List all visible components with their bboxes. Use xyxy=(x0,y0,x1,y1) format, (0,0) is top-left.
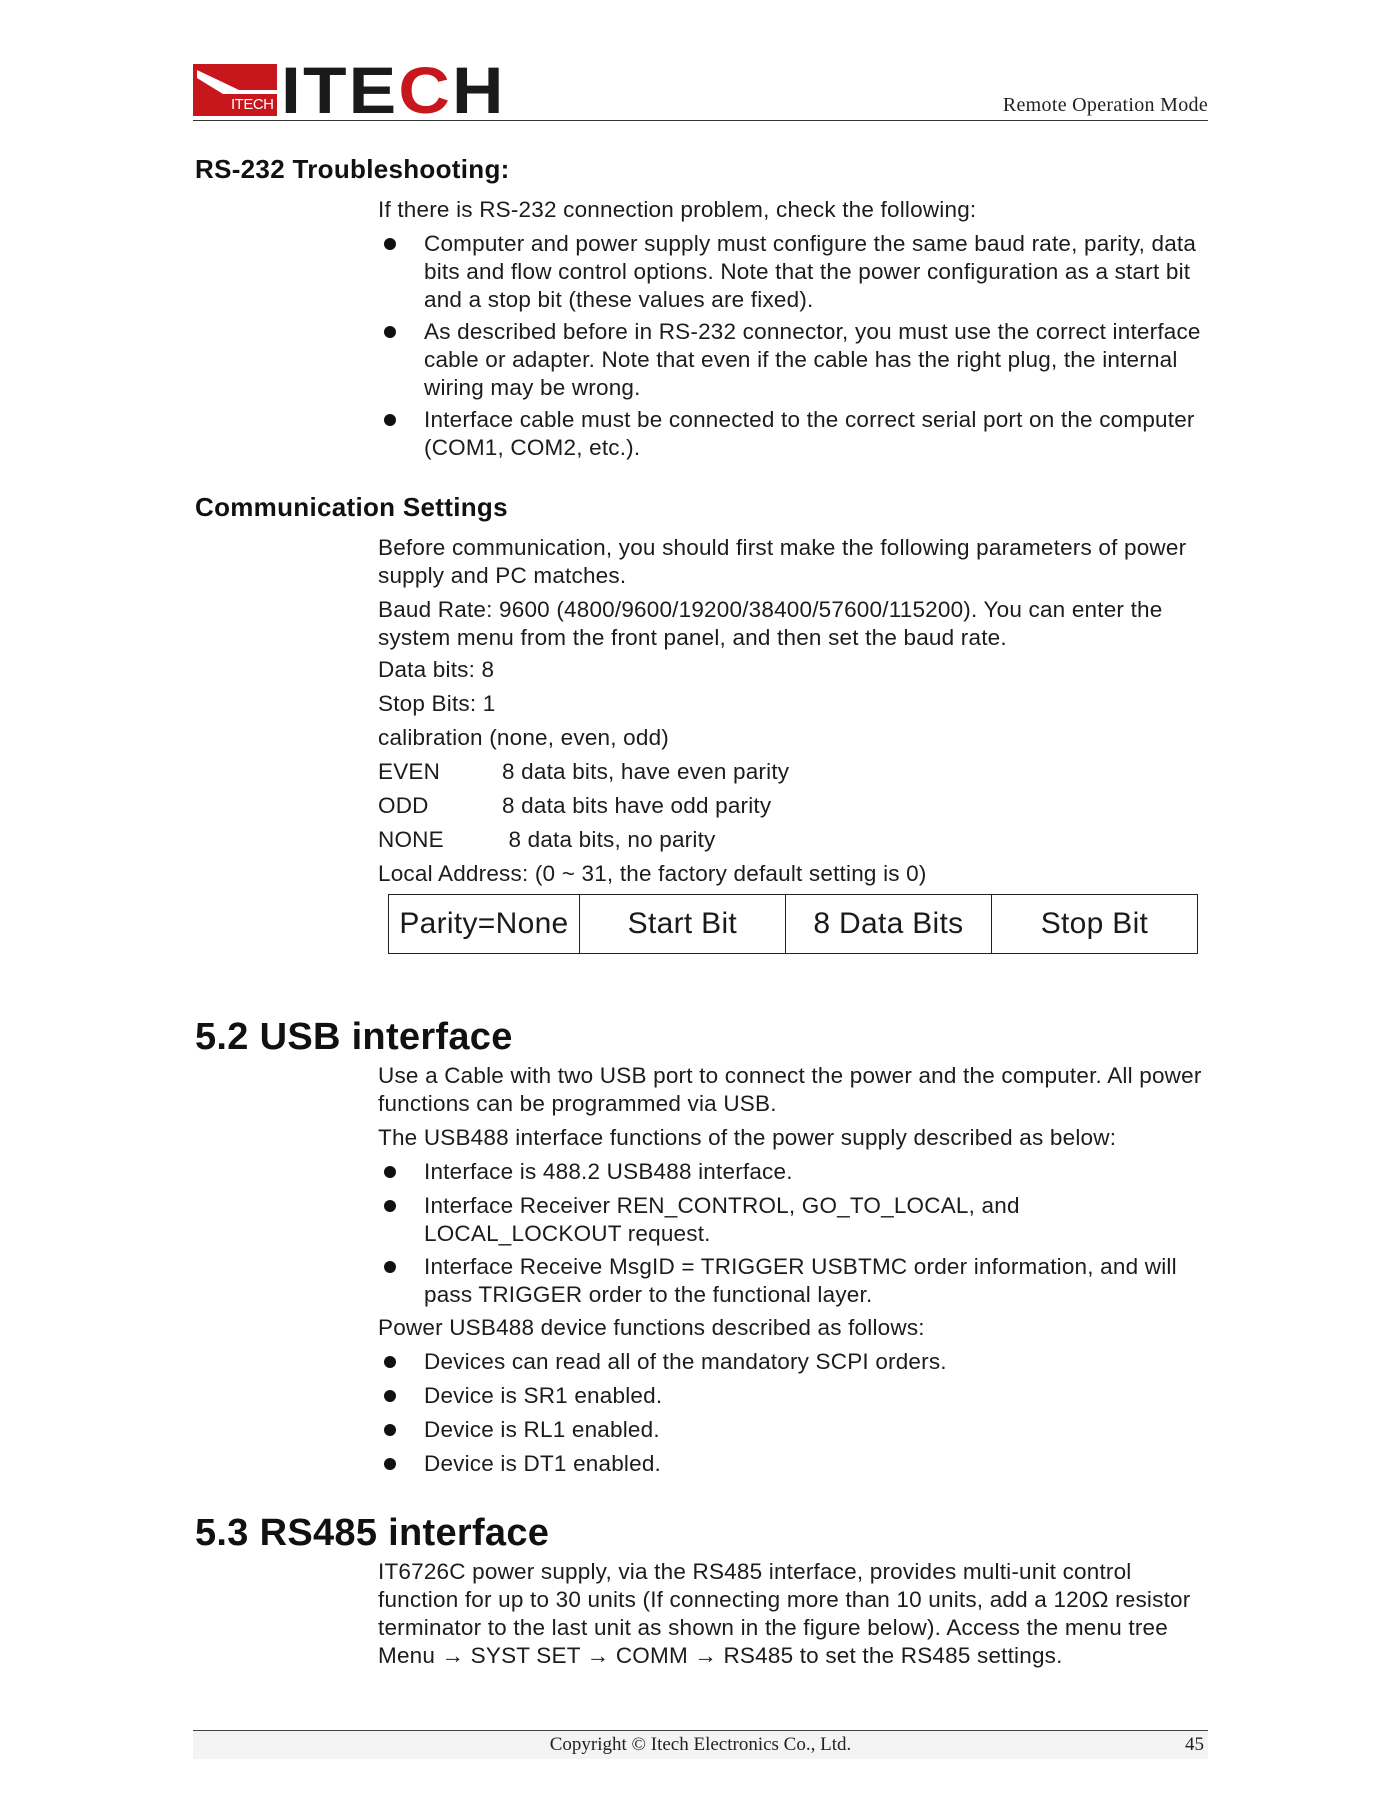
parity-key: ODD xyxy=(378,793,429,818)
bullet-icon xyxy=(384,1458,396,1470)
usb-paragraph-3: Power USB488 device functions described as follows: xyxy=(378,1315,925,1340)
bullet-icon xyxy=(384,1424,396,1436)
list-item-text: Computer and power supply must configure the same baud rate, parity, data bits and flow control options. Note that the power configuration as a start bit and a stop bit (these values are fixed). xyxy=(424,231,1197,312)
bullet-icon xyxy=(384,326,396,338)
list-item-text: Interface is 488.2 USB488 interface. xyxy=(424,1159,793,1184)
bullet-icon xyxy=(384,1200,396,1212)
bullet-icon xyxy=(384,414,396,426)
parity-key: NONE xyxy=(378,827,444,852)
page-number: 45 xyxy=(1185,1734,1204,1755)
local-address-line: Local Address: (0 ~ 31, the factory default setting is 0) xyxy=(378,861,927,886)
rs232-intro: If there is RS-232 connection problem, check the following: xyxy=(378,197,977,222)
list-item xyxy=(378,1158,1210,1186)
list-item-text: Device is SR1 enabled. xyxy=(424,1383,663,1408)
list-item-text: Interface cable must be connected to the correct serial port on the computer (COM1, COM2, etc.). xyxy=(424,407,1195,460)
logo-word-part-a: ITE xyxy=(281,53,399,127)
table-cell: Stop Bit xyxy=(991,895,1197,954)
list-item xyxy=(378,1382,1210,1410)
parity-row xyxy=(378,792,771,820)
table-cell: 8 Data Bits xyxy=(785,895,991,954)
list-item xyxy=(378,406,1210,462)
comm-paragraph-1: Before communication, you should first make the following parameters of power supply and PC matches. xyxy=(378,535,1187,588)
parity-desc: 8 data bits, have even parity xyxy=(502,759,790,784)
logo-badge-text: ITECH xyxy=(231,96,274,113)
data-bits-line: Data bits: 8 xyxy=(378,657,495,682)
parity-desc: 8 data bits, no parity xyxy=(502,827,716,852)
table-cell: Parity=None xyxy=(389,895,580,954)
rs232-heading: RS-232 Troubleshooting: xyxy=(195,154,510,184)
header-title: Remote Operation Mode xyxy=(1002,94,1208,116)
table-cell: Start Bit xyxy=(579,895,785,954)
itech-logo xyxy=(193,53,506,127)
bullet-icon xyxy=(384,1356,396,1368)
rs485-heading: 5.3 RS485 interface xyxy=(195,1512,550,1554)
list-item-text: As described before in RS-232 connector, you must use the correct interface cable or adapter. Note that even if the cable has the right plug, the internal wiring may be wrong. xyxy=(424,319,1201,400)
comm-heading: Communication Settings xyxy=(195,492,508,522)
list-item xyxy=(378,1348,1210,1376)
rs485-paragraph: IT6726C power supply, via the RS485 interface, provides multi-unit control function for up to 30 units (If connecting more than 10 units, add a 120Ω resistor terminator to the last unit as shown in the figure below). Access the menu tree Menu → SYST SET → COMM → RS485 to set the RS485 settings. xyxy=(378,1559,1191,1668)
frame-format-table xyxy=(388,894,1198,954)
list-item-text: Devices can read all of the mandatory SCPI orders. xyxy=(424,1349,947,1374)
list-item xyxy=(378,230,1210,314)
bullet-icon xyxy=(384,238,396,250)
parity-row xyxy=(378,758,789,786)
logo-badge-icon xyxy=(193,64,277,116)
table-row xyxy=(389,895,1198,954)
list-item xyxy=(378,1253,1210,1309)
bullet-icon xyxy=(384,1166,396,1178)
page-footer xyxy=(193,1730,1208,1759)
copyright-text: Copyright © Itech Electronics Co., Ltd. xyxy=(549,1734,852,1755)
usb-paragraph-2: The USB488 interface functions of the power supply described as below: xyxy=(378,1125,1117,1150)
list-item-text: Device is RL1 enabled. xyxy=(424,1417,660,1442)
usb-paragraph-1: Use a Cable with two USB port to connect the power and the computer. All power functions can be programmed via USB. xyxy=(378,1063,1202,1116)
list-item xyxy=(378,1416,1210,1444)
usb-heading: 5.2 USB interface xyxy=(195,1016,513,1058)
list-item xyxy=(378,1450,1210,1478)
list-item-text: Device is DT1 enabled. xyxy=(424,1451,662,1476)
list-item-text: Interface Receive MsgID = TRIGGER USBTMC order information, and will pass TRIGGER order to the functional layer. xyxy=(424,1254,1177,1307)
list-item-text: Interface Receiver REN_CONTROL, GO_TO_LOCAL, and LOCAL_LOCKOUT request. xyxy=(424,1193,1020,1246)
logo-wordmark xyxy=(281,53,506,127)
stop-bits-line: Stop Bits: 1 xyxy=(378,691,496,716)
bullet-icon xyxy=(384,1390,396,1402)
logo-word-part-c: H xyxy=(452,53,506,127)
list-item xyxy=(378,1192,1210,1248)
logo-word-part-b: C xyxy=(398,53,453,127)
parity-desc: 8 data bits have odd parity xyxy=(502,793,772,818)
calibration-line: calibration (none, even, odd) xyxy=(378,725,669,750)
list-item xyxy=(378,318,1210,402)
parity-row xyxy=(378,826,715,854)
parity-key: EVEN xyxy=(378,759,441,784)
comm-paragraph-2: Baud Rate: 9600 (4800/9600/19200/38400/57600/115200). You can enter the system menu from the front panel, and then set the baud rate. xyxy=(378,597,1163,650)
page-header xyxy=(193,53,1208,127)
bullet-icon xyxy=(384,1261,396,1273)
